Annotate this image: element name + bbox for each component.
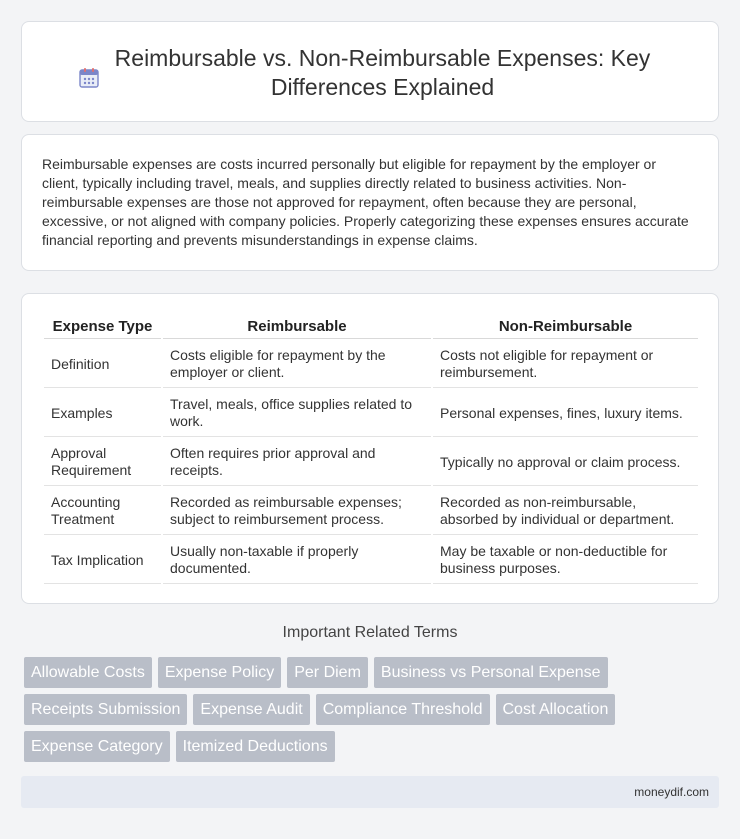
tag-row xyxy=(24,657,634,688)
table-cell: Costs not eligible for repayment or reimbursement. xyxy=(433,341,698,388)
table-cell: Examples xyxy=(44,390,161,437)
table-row xyxy=(44,390,698,437)
table-cell: Costs eligible for repayment by the employer or client. xyxy=(163,341,431,388)
table-cell: Travel, meals, office supplies related to work. xyxy=(163,390,431,437)
column-header: Non-Reimbursable xyxy=(433,316,698,339)
footer-site[interactable]: moneydif.com xyxy=(634,785,709,799)
table-row xyxy=(44,537,698,584)
tag-allowable-costs[interactable]: Allowable Costs xyxy=(24,657,152,688)
table-row xyxy=(44,488,698,535)
column-header: Reimbursable xyxy=(163,316,431,339)
tag-receipts-submission[interactable]: Receipts Submission xyxy=(24,694,187,725)
tag-per-diem[interactable]: Per Diem xyxy=(287,657,368,688)
table-cell: Recorded as reimbursable expenses; subject to reimbursement process. xyxy=(163,488,431,535)
table-row xyxy=(44,341,698,388)
tag-expense-policy[interactable]: Expense Policy xyxy=(158,657,281,688)
tag-cost-allocation[interactable]: Cost Allocation xyxy=(496,694,616,725)
tag-row xyxy=(24,694,634,725)
table-cell: Often requires prior approval and receipts. xyxy=(163,439,431,486)
tag-expense-audit[interactable]: Expense Audit xyxy=(193,694,309,725)
table-cell: Usually non-taxable if properly documented. xyxy=(163,537,431,584)
table-header-row xyxy=(44,316,698,339)
intro-card xyxy=(21,134,719,271)
footer xyxy=(21,776,719,808)
tag-itemized-deductions[interactable]: Itemized Deductions xyxy=(176,731,335,762)
column-header: Expense Type xyxy=(44,316,161,339)
title-card xyxy=(21,21,719,122)
tag-compliance-threshold[interactable]: Compliance Threshold xyxy=(316,694,490,725)
table-cell: Tax Implication xyxy=(44,537,161,584)
table-cell: Approval Requirement xyxy=(44,439,161,486)
comparison-table xyxy=(42,314,700,586)
table-cell: Typically no approval or claim process. xyxy=(433,439,698,486)
table-cell: Accounting Treatment xyxy=(44,488,161,535)
tag-expense-category[interactable]: Expense Category xyxy=(24,731,170,762)
table-cell: May be taxable or non-deductible for business purposes. xyxy=(433,537,698,584)
table-cell: Definition xyxy=(44,341,161,388)
intro-paragraph: Reimbursable expenses are costs incurred personally but eligible for repayment by the employer or client, typically including travel, meals, and supplies directly related to business activities. Non-reimbursable expenses are those not approved for repayment, often because they are personal, excessive, or not aligned with company policies. Properly categorizing these expenses ensures accurate financial reporting and prevents misunderstandings in expense claims. xyxy=(42,156,689,248)
table-row xyxy=(44,439,698,486)
page-title: Reimbursable vs. Non-Reimbursable Expenses: Key Differences Explained xyxy=(114,45,651,100)
tag-business-vs-personal-expense[interactable]: Business vs Personal Expense xyxy=(374,657,608,688)
tag-row xyxy=(24,731,634,762)
related-terms-heading: Important Related Terms xyxy=(282,624,458,641)
comparison-table-card xyxy=(21,293,719,604)
table-cell: Recorded as non-reimbursable, absorbed by individual or department. xyxy=(433,488,698,535)
table-cell: Personal expenses, fines, luxury items. xyxy=(433,390,698,437)
related-terms-tags xyxy=(24,657,634,768)
